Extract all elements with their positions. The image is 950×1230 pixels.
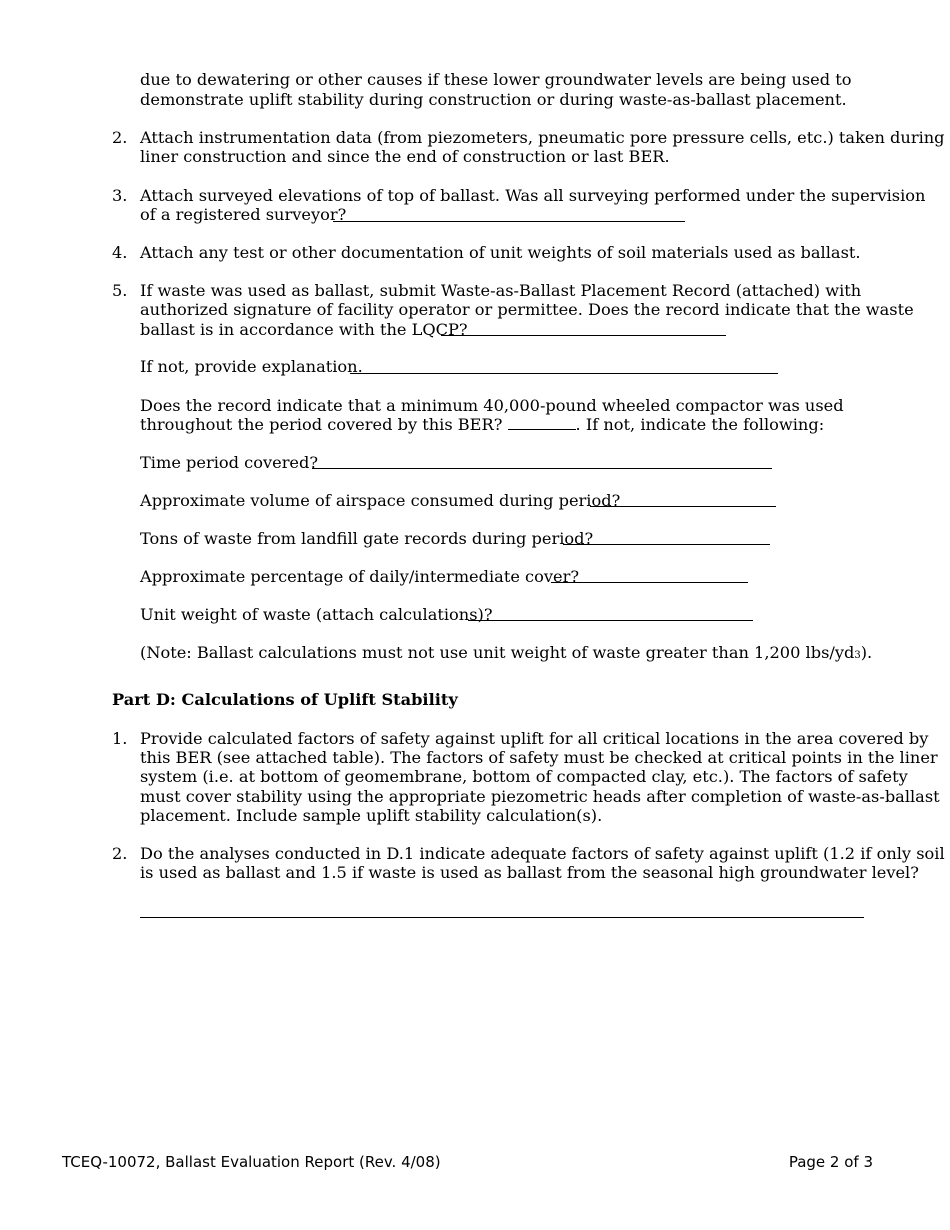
item-number: 4. <box>112 243 128 262</box>
compactor-question: Does the record indicate that a minimum 40,000-pound wheeled compactor was used <box>140 396 844 415</box>
field-label: Time period covered? <box>140 453 319 472</box>
item-text: liner construction and since the end of construction or last BER. <box>140 147 670 166</box>
item-text: Provide calculated factors of safety against uplift for all critical locations in the area covered by <box>140 729 929 748</box>
item-number: 3. <box>112 186 128 205</box>
field-label: Approximate volume of airspace consumed during period? <box>140 491 621 510</box>
airspace-volume-field[interactable] <box>590 506 776 507</box>
item-number: 2. <box>112 844 128 863</box>
item-text: authorized signature of facility operator or permittee. Does the record indicate that the waste <box>140 300 914 319</box>
tons-of-waste-field[interactable] <box>563 544 770 545</box>
footer-page-number: Page 2 of 3 <box>788 1153 873 1171</box>
item-number: 1. <box>112 729 128 748</box>
footer-form-id: TCEQ-10072, Ballast Evaluation Report (Rev. 4/08) <box>62 1153 441 1171</box>
item-text: must cover stability using the appropriate piezometric heads after completion of waste-as-ballast <box>140 787 940 806</box>
lqcp-answer-field[interactable] <box>441 335 726 336</box>
item-number: 5. <box>112 281 128 300</box>
item-text: Attach surveyed elevations of top of ballast. Was all surveying performed under the supervision <box>140 186 926 205</box>
analysis-answer-field[interactable] <box>140 917 864 918</box>
item-text: Do the analyses conducted in D.1 indicate adequate factors of safety against uplift (1.2 if only soil <box>140 844 945 863</box>
item-text: this BER (see attached table). The factors of safety must be checked at critical points in the liner <box>140 748 938 767</box>
item-text: If waste was used as ballast, submit Waste-as-Ballast Placement Record (attached) with <box>140 281 862 300</box>
field-label: Unit weight of waste (attach calculations)? <box>140 605 493 624</box>
compactor-answer-field[interactable] <box>508 415 576 430</box>
part-d-heading: Part D: Calculations of Uplift Stability <box>112 690 458 709</box>
time-period-field[interactable] <box>312 468 772 469</box>
continuation-line: due to dewatering or other causes if these lower groundwater levels are being used to <box>140 70 852 89</box>
field-label: Tons of waste from landfill gate records during period? <box>140 529 594 548</box>
field-label: Approximate percentage of daily/intermediate cover? <box>140 567 580 586</box>
cover-percentage-field[interactable] <box>551 582 748 583</box>
compactor-question: throughout the period covered by this BER? . If not, indicate the following: <box>140 415 825 434</box>
ballast-note: (Note: Ballast calculations must not use unit weight of waste greater than 1,200 lbs/yd3). <box>140 643 873 662</box>
unit-weight-field[interactable] <box>468 620 753 621</box>
item-text: Attach any test or other documentation of unit weights of soil materials used as ballast. <box>140 243 861 262</box>
item-text: placement. Include sample uplift stability calculation(s). <box>140 806 603 825</box>
item-text: system (i.e. at bottom of geomembrane, bottom of compacted clay, etc.). The factors of safety <box>140 767 908 786</box>
surveyor-answer-field[interactable] <box>333 221 685 222</box>
explanation-label: If not, provide explanation. <box>140 357 363 376</box>
item-text: Attach instrumentation data (from piezometers, pneumatic pore pressure cells, etc.) taken during <box>140 128 945 147</box>
continuation-line: demonstrate uplift stability during construction or during waste-as-ballast placement. <box>140 90 847 109</box>
explanation-field[interactable] <box>350 373 778 374</box>
item-text: ballast is in accordance with the LQCP? <box>140 320 468 339</box>
item-number: 2. <box>112 128 128 147</box>
item-text: is used as ballast and 1.5 if waste is used as ballast from the seasonal high groundwater level? <box>140 863 919 882</box>
item-text: of a registered surveyor? <box>140 205 347 224</box>
